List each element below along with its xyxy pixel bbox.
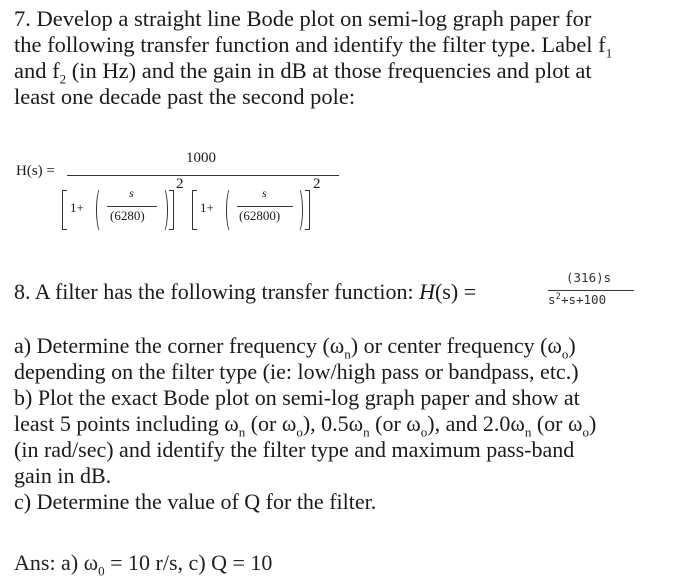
tf7-den-1: (6280) — [110, 208, 145, 223]
q8-b2-b: (or ω — [245, 411, 297, 436]
q8-b2-f: (or ω — [531, 411, 583, 436]
tf7-s-2: s — [262, 186, 267, 200]
q7-line-2 — [14, 32, 613, 61]
q7-f2-subscript: 2 — [59, 71, 67, 87]
q7-line-2-text: the following transfer function and identify the filter type. Label f — [14, 32, 606, 57]
question-7-text — [14, 6, 612, 110]
tf7-numerator: 1000 — [186, 150, 216, 166]
q8-part-b-line-3: (in rad/sec) and identify the filter type and maximum pass-band — [14, 437, 575, 462]
tf7-inner-bar-2 — [237, 206, 293, 207]
q8-a1-mid: ) or center frequency (ω — [350, 333, 562, 358]
q8-tf-den-s: s — [548, 292, 556, 308]
tf7-bracket-left-1 — [62, 190, 67, 230]
q7-line-3-start: and f — [14, 58, 60, 83]
q8-arg: (s) — [434, 279, 459, 304]
tf7-fraction-bar — [67, 175, 339, 176]
tf7-s-1: s — [129, 186, 134, 200]
q8-b2-e: ), and 2.0ω — [427, 411, 525, 436]
q8-b2-c: ), 0.5ω — [302, 411, 364, 436]
q8-part-b-line-1: b) Plot the exact Bode plot on semi-log graph paper and show at — [14, 385, 580, 410]
tf7-bracket-right-2 — [305, 190, 310, 230]
tf7-paren-right-1 — [158, 187, 168, 233]
q8-part-b-line-2 — [14, 411, 597, 440]
q8-tf-numerator: (316)s — [566, 270, 612, 285]
q8-H: H — [419, 279, 435, 304]
q8-intro-text: 8. A filter has the following transfer function: — [14, 279, 420, 304]
tf7-paren-left-1 — [96, 187, 106, 233]
q8-b2-sub4: o — [420, 424, 428, 440]
q8-tf-denominator — [548, 292, 606, 307]
q7-line-4: least one decade past the second pole: — [14, 84, 356, 109]
q8-b2-g: ) — [589, 411, 597, 436]
q7-line-3-end: (in Hz) and the gain in dB at those frequencies and plot at — [66, 58, 592, 83]
q8-part-b-line-4: gain in dB. — [14, 463, 112, 488]
tf7-exponent-1: 2 — [176, 176, 184, 192]
q8-part-a-line-1 — [14, 333, 596, 362]
q7-line-3 — [14, 58, 612, 87]
q7-f1-subscript: 1 — [605, 45, 613, 61]
tf7-den-2: (62800) — [239, 208, 281, 223]
q8-a1-sub-n: n — [344, 346, 351, 362]
q8-b2-sub5: n — [524, 424, 532, 440]
q8-part-a-line-2: depending on the filter type (ie: low/high pass or bandpass, etc.) — [14, 359, 579, 384]
q8-b2-a: least 5 points including ω — [14, 411, 239, 436]
q8-b2-sub1: n — [238, 424, 246, 440]
tf7-inner-bar-1 — [107, 206, 157, 207]
q8-equals: = — [458, 279, 477, 304]
q7-line-1: 7. Develop a straight line Bode plot on semi-log graph paper for — [14, 6, 592, 31]
tf7-exponent-2: 2 — [313, 176, 321, 192]
q8-intro-line — [14, 279, 476, 305]
q8-tf-den-rest: +s+100 — [560, 292, 607, 308]
answer-sub: 0 — [98, 563, 105, 579]
q8-b2-d: (or ω — [369, 411, 421, 436]
q8-tf-bar — [548, 290, 634, 291]
tf7-bracket-right-1 — [169, 190, 174, 230]
tf7-bracket-left-2 — [192, 190, 197, 230]
answer-line — [14, 550, 272, 579]
tf7-one-plus-1: 1+ — [70, 200, 84, 215]
q8-a1-end: ) — [568, 333, 576, 358]
q8-body — [14, 333, 596, 515]
q8-tf-den-exp: 2 — [555, 292, 561, 302]
q8-b2-sub2: o — [296, 424, 303, 440]
tf7-label: H(s) = — [16, 163, 55, 179]
answer-b: = 10 r/s, c) Q = 10 — [104, 550, 273, 575]
q8-b2-sub6: o — [582, 424, 589, 440]
q8-a1-text: a) Determine the corner frequency (ω — [14, 333, 345, 358]
q8-part-c-line: c) Determine the value of Q for the filter. — [14, 489, 377, 514]
tf7-paren-right-2 — [293, 187, 303, 233]
answer-a: Ans: a) ω — [14, 550, 99, 575]
tf7-paren-left-2 — [226, 187, 236, 233]
q8-a1-sub-o: o — [561, 346, 569, 362]
tf7-one-plus-2: 1+ — [200, 200, 214, 215]
q8-b2-sub3: n — [363, 424, 370, 440]
